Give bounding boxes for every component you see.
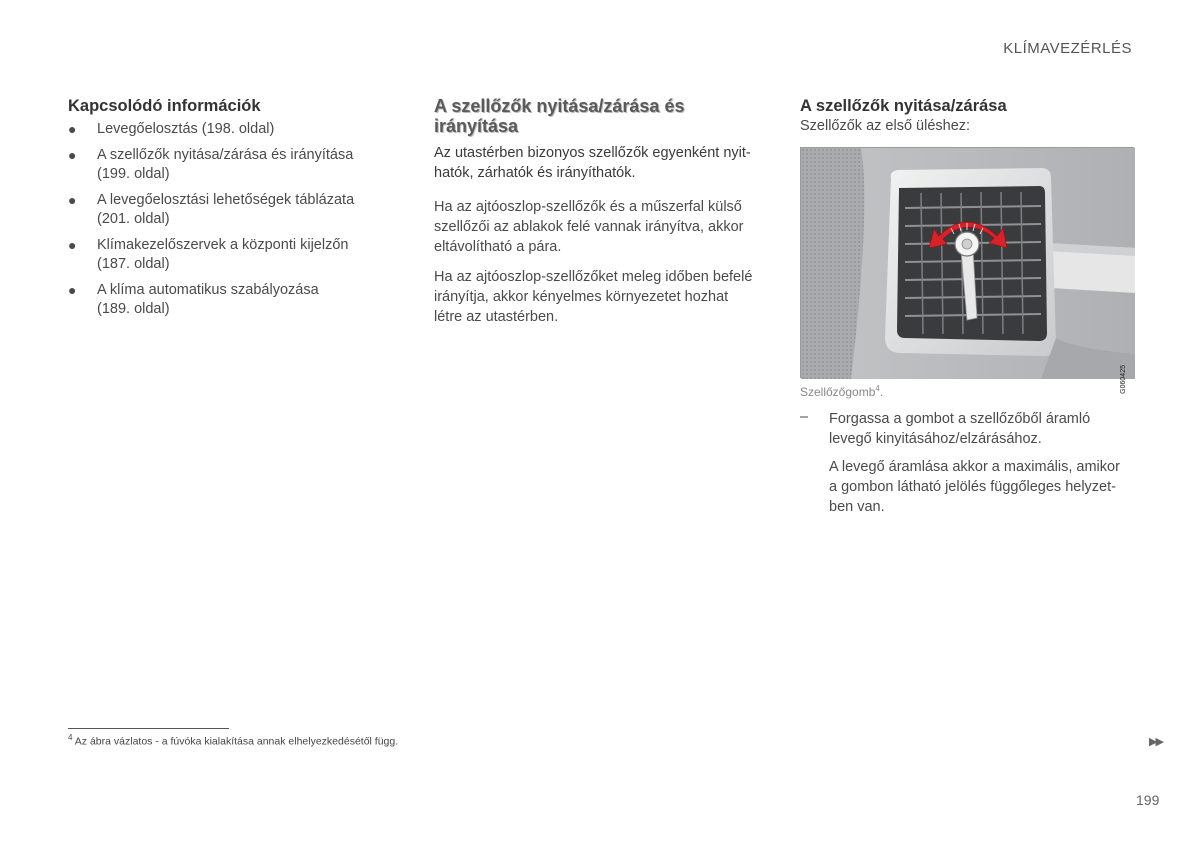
related-link-item[interactable] — [68, 120, 368, 140]
related-link-item[interactable] — [68, 191, 368, 230]
page-number: 199 — [1136, 792, 1160, 808]
related-link-item[interactable] — [68, 236, 368, 275]
related-link-page[interactable]: (201. oldal) — [97, 211, 170, 227]
related-link-text[interactable]: A klíma automatikus szabályozása — [97, 281, 319, 298]
bullet-icon: ● — [68, 146, 77, 163]
instruction-text — [829, 409, 1134, 517]
section-header-title: KLÍMAVEZÉRLÉS — [1003, 40, 1132, 57]
body-line: létre az utastérben. — [434, 309, 559, 325]
related-links-list — [68, 120, 368, 320]
main-section-column — [434, 96, 766, 337]
related-link-page[interactable]: (189. oldal) — [97, 301, 170, 317]
related-link-page[interactable]: (199. oldal) — [97, 166, 170, 182]
body-line: eltávolítható a pára. — [434, 239, 562, 255]
note-line: ben van. — [829, 499, 885, 515]
note-line: A levegő áramlása akkor a maximális, amikor — [829, 459, 1120, 475]
section-heading-line2: irányítása — [434, 116, 519, 136]
related-link-text[interactable]: A szellőzők nyitása/zárása és irányítása — [97, 146, 354, 163]
note-line: a gombon látható jelölés függőleges helyzet- — [829, 479, 1116, 495]
body-line: irányítja, akkor kényelmes környezetet hozhat — [434, 289, 729, 305]
subsection-subtitle: Szellőzők az első üléshez: — [800, 118, 971, 134]
subsection-heading: A szellőzők nyitása/zárása — [800, 97, 1007, 115]
related-info-column — [68, 96, 368, 326]
vent-drawing — [801, 148, 1135, 379]
body-line: Ha az ajtóoszlop-szellőzők és a műszerfal külső — [434, 199, 742, 215]
dash-marker: – — [800, 409, 809, 425]
bullet-icon: ● — [68, 281, 77, 298]
intro-line: hatók, zárhatók és irányíthatók. — [434, 165, 636, 181]
footnote-divider — [68, 728, 229, 729]
related-link-item[interactable] — [68, 146, 368, 185]
footnote — [68, 733, 398, 748]
body-paragraph — [434, 267, 766, 327]
section-heading-line1: A szellőzők nyitása/zárása és — [434, 96, 685, 116]
figure-caption — [800, 384, 883, 399]
step-line: Forgassa a gombot a szellőzőből áramló — [829, 411, 1091, 427]
figure-id-label: G060425 — [1120, 365, 1127, 394]
related-link-text[interactable]: Levegőelosztás (198. oldal) — [97, 121, 275, 137]
related-link-page[interactable]: (187. oldal) — [97, 256, 170, 272]
body-line: Ha az ajtóoszlop-szellőzőket meleg időben befelé — [434, 269, 753, 285]
next-page-arrows-icon[interactable]: ▶▶ — [1149, 736, 1162, 748]
bullet-icon: ● — [68, 236, 77, 253]
footnote-text: Az ábra vázlatos - a fúvóka kialakítása annak elhelyezkedésétől függ. — [72, 735, 399, 748]
instruction-step — [800, 409, 1134, 525]
caption-text: Szellőzőgomb — [800, 385, 876, 399]
step-text — [829, 409, 1134, 449]
bullet-icon: ● — [68, 191, 77, 208]
body-line: szellőzői az ablakok felé vannak irányítva, akkor — [434, 219, 744, 235]
related-link-item[interactable] — [68, 281, 368, 320]
step-note — [829, 457, 1134, 517]
caption-footnote-ref[interactable]: 4 — [875, 384, 880, 393]
intro-line: Az utastérben bizonyos szellőzők egyenként nyit- — [434, 145, 751, 161]
body-paragraph — [434, 197, 766, 257]
caption-end: . — [879, 385, 884, 399]
bullet-icon: ● — [68, 121, 77, 137]
section-heading — [434, 96, 766, 136]
related-link-text[interactable]: Klímakezelőszervek a központi kijelzőn — [97, 236, 349, 253]
subsection-column — [800, 96, 1134, 136]
section-intro — [434, 143, 766, 183]
related-info-heading: Kapcsolódó információk — [68, 97, 261, 115]
footnote-ref: 4 — [68, 733, 73, 742]
related-link-text[interactable]: A levegőelosztási lehetőségek táblázata — [97, 191, 355, 208]
step-line: levegő kinyitásához/elzárásához. — [829, 431, 1042, 447]
